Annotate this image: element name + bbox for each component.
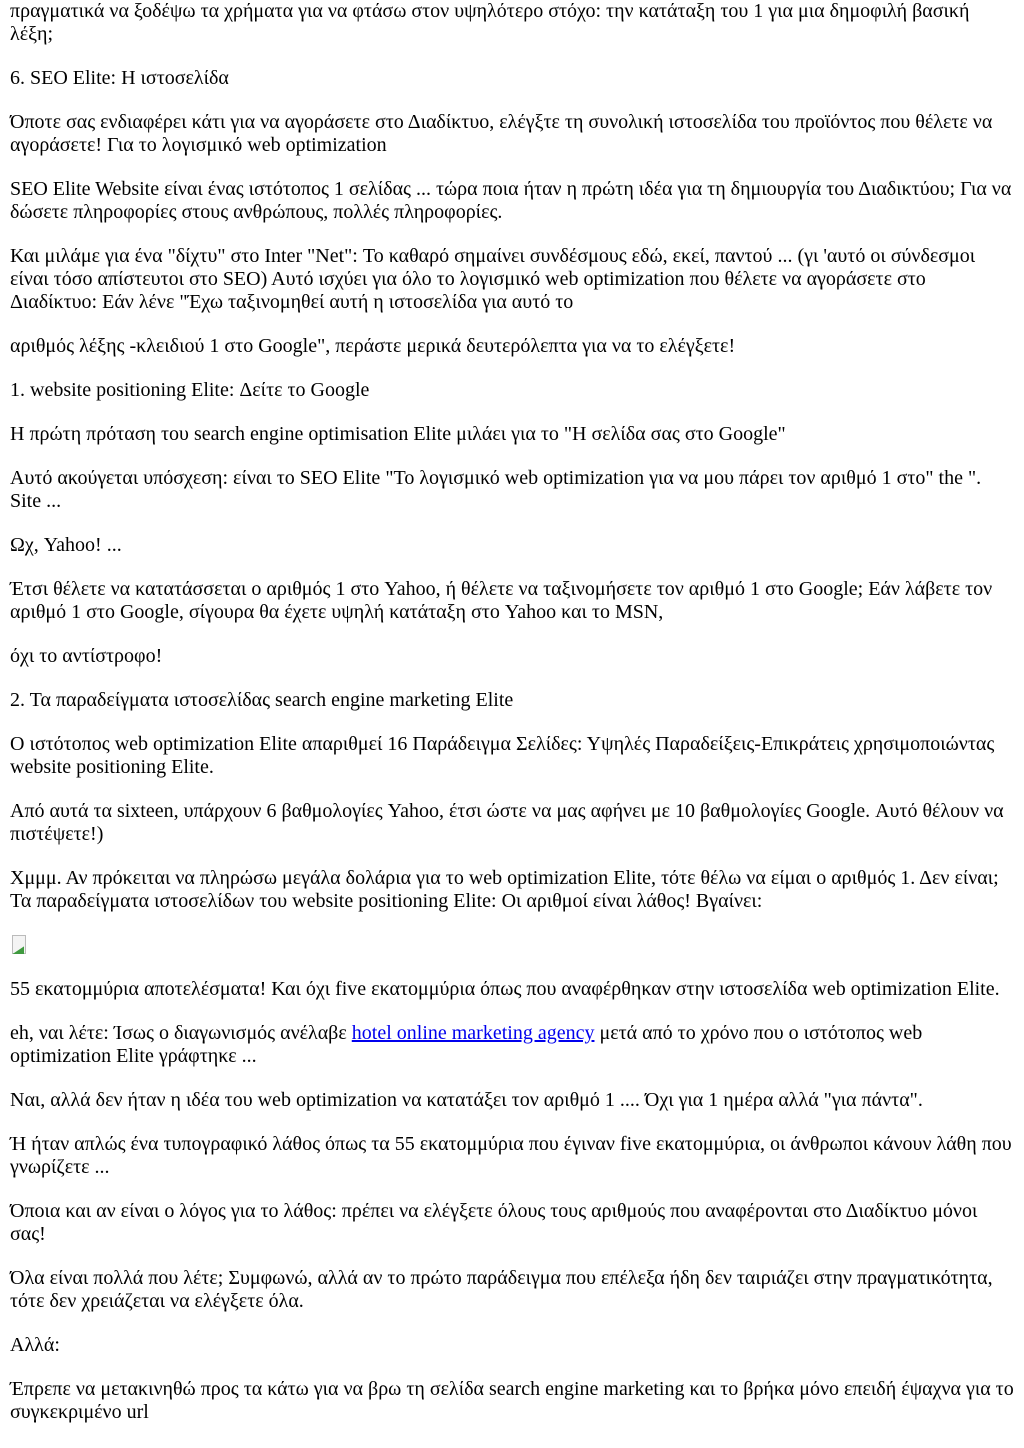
article-body bbox=[10, 0, 1014, 1424]
paragraph: Όλα είναι πολλά που λέτε; Συμφωνώ, αλλά αν το πρώτο παράδειγμα που επέλεξα ήδη δεν ταιριάζει στην πραγματικότητα, τότε δεν χρειάζεται να ελέγξετε όλα. bbox=[10, 1267, 993, 1313]
hotel-marketing-link[interactable]: hotel online marketing agency bbox=[351, 1022, 595, 1045]
paragraph: Έτσι θέλετε να κατατάσσεται ο αριθμός 1 στο Yahoo, ή θέλετε να ταξινομήσετε τον αριθμό 1 στο Google; Εάν λάβετε τον αριθμό 1 στο Google, σίγουρα θα έχετε υψηλή κατάταξη στο Yahoo και το MSN, bbox=[10, 578, 993, 623]
paragraph: Ο ιστότοπος web optimization Elite απαριθμεί 16 Παράδειγμα Σελίδες: Υψηλές Παραδείξεις-Επικράτεις χρησιμοποιώντας website positioning Elite. bbox=[10, 733, 995, 778]
paragraph: Από αυτά τα sixteen, υπάρχουν 6 βαθμολογίες Yahoo, έτσι ώστε να μας αφήνει με 10 βαθμολογίες Google. Αυτό θέλουν να πιστέψετε!) bbox=[10, 800, 1004, 845]
paragraph: Η πρώτη πρόταση του search engine optimisation Elite μιλάει για το "Η σελίδα σας στο Google" bbox=[10, 423, 786, 445]
paragraph: Και μιλάμε για ένα "δίχτυ" στο Inter "Net": Το καθαρό σημαίνει συνδέσμους εδώ, εκεί, παντού ... (γι 'αυτό οι σύνδεσμοι είναι τόσο απίστευτοι στο SEO) Αυτό ισχύει για όλο το λογισμικό web optimization που θέλετε να αγοράσετε στο Διαδίκτυο: Εάν λένε "Έχω ταξινομηθεί αυτή η ιστοσελίδα για αυτό το bbox=[10, 245, 976, 313]
paragraph: Χμμμ. Αν πρόκειται να πληρώσω μεγάλα δολάρια για το web optimization Elite, τότε θέλω να είμαι ο αριθμός 1. Δεν είναι; Τα παραδείγματα ιστοσελίδων του website positioning Elite: Οι αριθμοί είναι λάθος! Βγαίνει: bbox=[10, 867, 999, 912]
paragraph: όχι το αντίστροφο! bbox=[10, 645, 163, 667]
section-heading: 1. website positioning Elite: Δείτε το Google bbox=[10, 379, 370, 401]
section-heading: 2. Τα παραδείγματα ιστοσελίδας search engine marketing Elite bbox=[10, 689, 514, 711]
paragraph: Ωχ, Yahoo! ... bbox=[10, 534, 122, 556]
paragraph-with-link bbox=[10, 1022, 1014, 1068]
paragraph: πραγματικά να ξοδέψω τα χρήματα για να φτάσω στον υψηλότερο στόχο: την κατάταξη του 1 για μια δημοφιλή βασική λέξη; bbox=[10, 0, 970, 45]
paragraph: Αυτό ακούγεται υπόσχεση: είναι το SEO Elite "Το λογισμικό web optimization για να μου πάρει τον αριθμό 1 στο" the ". Site ... bbox=[10, 467, 982, 512]
image-paragraph bbox=[10, 934, 1014, 957]
paragraph: 55 εκατομμύρια αποτελέσματα! Και όχι five εκατομμύρια όπως που αναφέρθηκαν στην ιστοσελίδα web optimization Elite. bbox=[10, 978, 1000, 1001]
link-paragraph-before: eh, ναι λέτε: Ίσως ο διαγωνισμός ανέλαβε bbox=[10, 1022, 352, 1045]
section-heading: 6. SEO Elite: Η ιστοσελίδα bbox=[10, 67, 229, 89]
link-paragraph-after: μετά από το χρόνο που ο ιστότοπος web optimization Elite γράφτηκε ... bbox=[10, 1022, 923, 1068]
paragraph: αριθμός λέξης -κλειδιού 1 στο Google", περάστε μερικά δευτερόλεπτα για να το ελέγξετε! bbox=[10, 335, 736, 357]
paragraph: Ναι, αλλά δεν ήταν η ιδέα του web optimization να κατατάξει τον αριθμό 1 .... Όχι για 1 ημέρα αλλά "για πάντα". bbox=[10, 1089, 923, 1112]
paragraph: Όποια και αν είναι ο λόγος για το λάθος: πρέπει να ελέγξετε όλους τους αριθμούς που αναφέρονται στο Διαδίκτυο μόνοι σας! bbox=[10, 1200, 978, 1246]
paragraph: Ή ήταν απλώς ένα τυπογραφικό λάθος όπως τα 55 εκατομμύρια που έγιναν five εκατομμύρια, οι άνθρωποι κάνουν λάθη που γνωρίζετε ... bbox=[10, 1133, 1012, 1179]
paragraph: SEO Elite Website είναι ένας ιστότοπος 1 σελίδας ... τώρα ποια ήταν η πρώτη ιδέα για τη δημιουργία του Διαδικτύου; Για να δώσετε πληροφορίες στους ανθρώπους, πολλές πληροφορίες. bbox=[10, 178, 1012, 223]
broken-image-icon bbox=[10, 935, 30, 957]
paragraph: Αλλά: bbox=[10, 1334, 60, 1357]
paragraph: Έπρεπε να μετακινηθώ προς τα κάτω για να βρω τη σελίδα search engine marketing και το βρήκα μόνο επειδή έψαχνα για το συγκεκριμένο url bbox=[10, 1378, 1014, 1424]
paragraph: Όποτε σας ενδιαφέρει κάτι για να αγοράσετε στο Διαδίκτυο, ελέγξτε τη συνολική ιστοσελίδα του προϊόντος που θέλετε να αγοράσετε! Για το λογισμικό web optimization bbox=[10, 111, 993, 156]
